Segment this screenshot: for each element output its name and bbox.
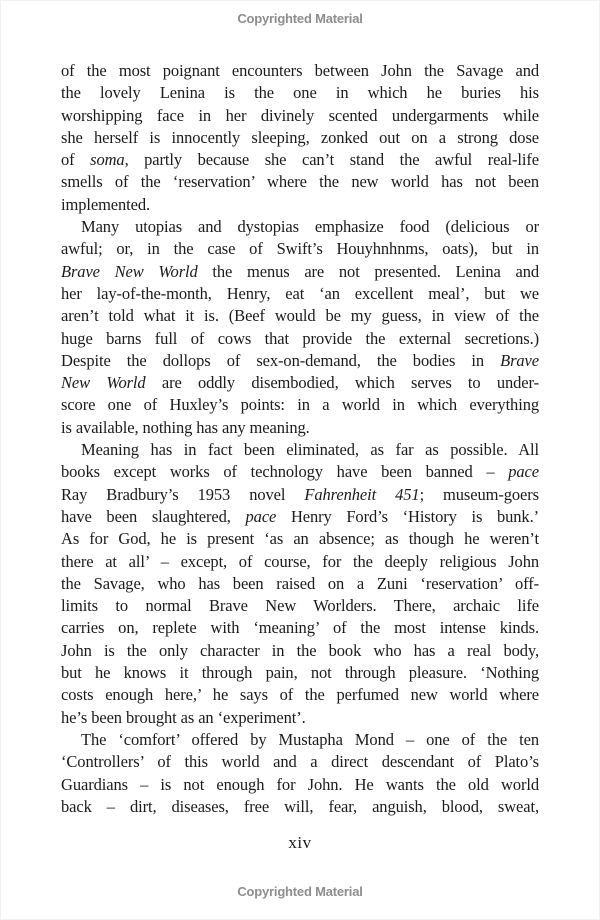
text-line: huge barns full of cows that provide the external secretions.) [61,328,539,348]
text-line: New World are oddly disembodied, which serves to under- [61,373,539,393]
text-line: As for God, he is present ‘as an absence; as though he weren’t [61,529,539,549]
page-number: xiv [288,833,312,852]
copyright-notice-top: Copyrighted Material [237,11,363,26]
text-line: but he knows it through pain, not through pleasure. ‘Nothing [61,663,539,683]
text-line: Meaning has in fact been eliminated, as far as possible. All [81,440,539,460]
text-line: implemented. [61,194,151,214]
text-line: have been slaughtered, pace Henry Ford’s ‘History is bunk.’ [61,506,539,526]
text-line: limits to normal Brave New Worlders. There, archaic life [61,596,539,616]
paragraph [61,729,539,818]
text-line: carries on, replete with ‘meaning’ of the most intense kinds. [61,618,539,638]
text-line: score one of Huxley’s points: in a world in which everything [61,395,539,415]
text-line: her lay-of-the-month, Henry, eat ‘an excellent meal’, but we [61,283,539,303]
text-line: she herself is innocently sleeping, zonked out on a strong dose [61,127,539,147]
text-line: there at all’ – except, of course, for the deeply religious John [61,551,539,571]
body-text [61,60,539,818]
text-line: Many utopias and dystopias emphasize food (delicious or [81,217,539,237]
paragraph [61,439,539,729]
text-line: is available, nothing has any meaning. [61,417,310,437]
text-line: The ‘comfort’ offered by Mustapha Mond – one of the ten [81,729,539,749]
text-line: costs enough here,’ he says of the perfumed new world where [61,685,539,705]
text-line: awful; or, in the case of Swift’s Houyhnhnms, oats), but in [61,239,539,259]
text-line: of soma, partly because she can’t stand the awful real-life [61,150,539,170]
text-line: back – dirt, diseases, free will, fear, anguish, blood, sweat, [61,796,539,816]
paragraph [61,60,539,216]
text-line: he’s been brought as an ‘experiment’. [61,707,306,727]
text-line: books except works of technology have been banned – pace [61,462,539,482]
text-line: ‘Controllers’ of this world and a direct descendant of Plato’s [61,752,539,772]
text-line: Brave New World the menus are not presented. Lenina and [61,261,539,281]
text-line: of the most poignant encounters between John the Savage and [61,61,539,80]
text-line: John is the only character in the book who has a real body, [61,640,539,660]
text-line: Guardians – is not enough for John. He wants the old world [61,774,539,794]
text-line: worshipping face in her divinely scented undergarments while [61,105,539,125]
text-line: aren’t told what it is. (Beef would be my guess, in view of the [61,306,539,326]
copyright-notice-bottom: Copyrighted Material [237,884,363,899]
text-line: the lovely Lenina is the one in which he buries his [61,83,539,103]
text-line: smells of the ‘reservation’ where the new world has not been [61,172,539,192]
text-line: Despite the dollops of sex-on-demand, the bodies in Brave [61,350,539,370]
text-line: Ray Bradbury’s 1953 novel Fahrenheit 451; museum-goers [61,484,539,504]
paragraph [61,216,539,439]
text-line: the Savage, who has been raised on a Zuni ‘reservation’ off- [61,573,539,593]
